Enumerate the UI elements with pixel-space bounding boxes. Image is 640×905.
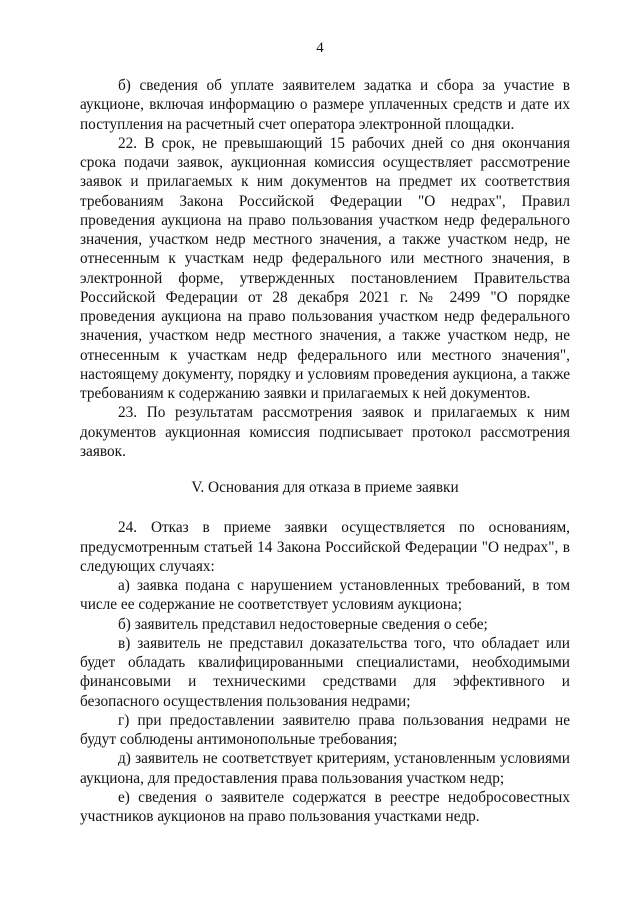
list-item-v: в) заявитель не представил доказательства того, что обладает или будет обладать квалифицированными специалистами, необходимыми финансовыми и техническими средствами для эффективного и безопасного осуществления пользования недрами;	[80, 634, 570, 710]
paragraph-24: 24. Отказ в приеме заявки осуществляется по основаниям, предусмотренным статьей 14 Закона Российской Федерации "О недрах", в следующих случаях:	[80, 519, 570, 575]
section-spacer-top	[80, 461, 570, 478]
paragraph-22: 22. В срок, не превышающий 15 рабочих дней со дня окончания срока подачи заявок, аукционная комиссия осуществляет рассмотрение заявок и прилагаемых к ним документов на предмет их соответствия требованиям Закона Российской Федерации "О недрах", Правил проведения аукциона на право пользования участком недр федерального значения, участком недр местного значения, а также участком недр, не отнесенным к участкам недр федерального или местного значения, в электронной форме, утвержденных постановлением Правительства Российской Федерации от 28 декабря 2021 г. № 2499 "О порядке проведения аукциона на право пользования участком недр федерального значения, участком недр местного значения, а также участком недр, не отнесенным к участкам недр федерального или местного значения", настоящему документу, порядку и условиям проведения аукциона, а также требованиям к содержанию заявки и прилагаемых к ней документов.	[80, 134, 570, 402]
list-item-d: д) заявитель не соответствует критериям, установленным условиями аукциона, для предоставления права пользования участком недр;	[80, 750, 570, 787]
list-item-b: б) заявитель представил недостоверные сведения о себе;	[118, 615, 488, 633]
list-item-g: г) при предоставлении заявителю права пользования недрами не будут соблюдены антимонопольные требования;	[80, 711, 570, 748]
section-heading: V. Основания для отказа в приеме заявки	[191, 479, 459, 496]
paragraph-23: 23. По результатам рассмотрения заявок и прилагаемых к ним документов аукционная комиссия подписывает протокол рассмотрения заявок.	[80, 404, 570, 460]
paragraph-item-b: б) сведения об уплате заявителем задатка и сбора за участие в аукционе, включая информацию о размере уплаченных средств и дате их поступления на расчетный счет оператора электронной площадки.	[80, 77, 570, 133]
list-item-e: е) сведения о заявителе содержатся в реестре недобросовестных участников аукционов на право пользования участками недр.	[80, 788, 570, 825]
page-number: 4	[316, 40, 324, 56]
section-spacer-bottom	[80, 497, 570, 518]
document-body	[80, 76, 570, 826]
list-item-a: а) заявка подана с нарушением установленных требований, в том числе ее содержание не соответствует условиям аукциона;	[80, 577, 570, 614]
